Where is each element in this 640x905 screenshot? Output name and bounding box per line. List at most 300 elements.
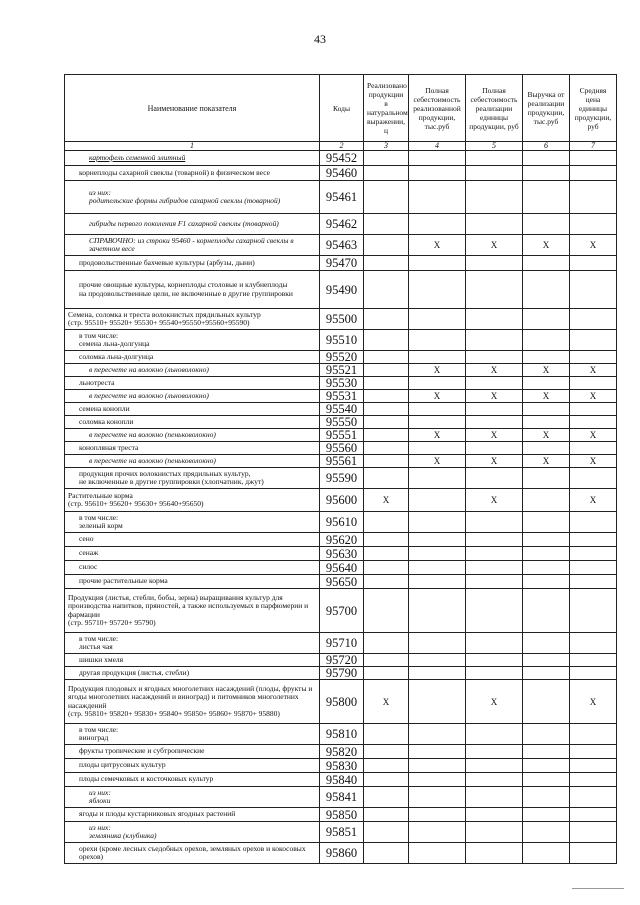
row-cell-c7: X bbox=[570, 489, 617, 512]
row-code: 95550 bbox=[320, 416, 364, 429]
row-cell-c3 bbox=[364, 235, 409, 256]
row-cell-c6 bbox=[523, 351, 570, 364]
row-code: 95790 bbox=[320, 667, 364, 680]
row-label: в том числе: зеленый корм bbox=[65, 512, 320, 533]
col-header-avg-price: Средняя цена единицы продукции, руб bbox=[570, 75, 617, 142]
table-row bbox=[65, 364, 617, 377]
row-cell-c7 bbox=[570, 214, 617, 235]
row-code: 95560 bbox=[320, 442, 364, 455]
row-label: в том числе: листья чая bbox=[65, 633, 320, 654]
row-label: в том числе: виноград bbox=[65, 724, 320, 745]
row-cell-c7 bbox=[570, 843, 617, 864]
row-cell-c6 bbox=[523, 330, 570, 351]
row-cell-c4: X bbox=[409, 235, 466, 256]
footer-rule bbox=[572, 888, 624, 889]
row-cell-c5: X bbox=[466, 364, 523, 377]
row-code: 95561 bbox=[320, 455, 364, 468]
row-label: в пересчете на волокно (пеньковолокно) bbox=[65, 455, 320, 468]
row-cell-c3 bbox=[364, 468, 409, 489]
row-cell-c7 bbox=[570, 759, 617, 773]
row-cell-c7 bbox=[570, 151, 617, 166]
col-number: 2 bbox=[320, 142, 364, 151]
table-row bbox=[65, 822, 617, 843]
row-cell-c5 bbox=[466, 256, 523, 271]
row-cell-c7 bbox=[570, 589, 617, 633]
row-cell-c6 bbox=[523, 468, 570, 489]
row-cell-c5 bbox=[466, 330, 523, 351]
row-cell-c6: X bbox=[523, 235, 570, 256]
row-label: Продукция плодовых и ягодных многолетних насаждений (плоды, фрукты и ягоды многолетних насаждений и виноград) и питомников многолетних насаждений (стр. 95810+ 95820+ 95830+ 95840+ 95850+ 95860+ 95870+ 95880) bbox=[65, 680, 320, 724]
row-cell-c5: X bbox=[466, 455, 523, 468]
row-cell-c5 bbox=[466, 442, 523, 455]
table-row bbox=[65, 429, 617, 442]
row-label: корнеплоды сахарной свеклы (товарной) в физическом весе bbox=[65, 166, 320, 181]
row-cell-c6 bbox=[523, 773, 570, 787]
row-cell-c7 bbox=[570, 808, 617, 822]
row-code: 95460 bbox=[320, 166, 364, 181]
row-code: 95840 bbox=[320, 773, 364, 787]
col-number: 1 bbox=[65, 142, 320, 151]
row-cell-c7: X bbox=[570, 455, 617, 468]
row-cell-c6 bbox=[523, 377, 570, 390]
row-cell-c5 bbox=[466, 309, 523, 330]
row-code: 95810 bbox=[320, 724, 364, 745]
row-cell-c5 bbox=[466, 416, 523, 429]
row-cell-c6 bbox=[523, 787, 570, 808]
row-cell-c5 bbox=[466, 822, 523, 843]
col-header-name: Наименование показателя bbox=[65, 75, 320, 142]
row-cell-c5 bbox=[466, 667, 523, 680]
row-cell-c4: X bbox=[409, 455, 466, 468]
row-cell-c5: X bbox=[466, 680, 523, 724]
table-row bbox=[65, 442, 617, 455]
row-cell-c4 bbox=[409, 256, 466, 271]
row-cell-c3 bbox=[364, 364, 409, 377]
row-cell-c5 bbox=[466, 808, 523, 822]
row-cell-c6 bbox=[523, 759, 570, 773]
row-cell-c3 bbox=[364, 822, 409, 843]
row-code: 95463 bbox=[320, 235, 364, 256]
table-row bbox=[65, 309, 617, 330]
row-code: 95510 bbox=[320, 330, 364, 351]
row-label: семена конопли bbox=[65, 403, 320, 416]
row-cell-c7 bbox=[570, 773, 617, 787]
row-cell-c5: X bbox=[466, 429, 523, 442]
row-cell-c6 bbox=[523, 724, 570, 745]
row-cell-c3 bbox=[364, 724, 409, 745]
row-cell-c6 bbox=[523, 633, 570, 654]
row-label: соломка конопли bbox=[65, 416, 320, 429]
table-row bbox=[65, 416, 617, 429]
row-code: 95452 bbox=[320, 151, 364, 166]
row-cell-c4 bbox=[409, 181, 466, 214]
row-cell-c7 bbox=[570, 724, 617, 745]
row-cell-c5 bbox=[466, 151, 523, 166]
row-cell-c3 bbox=[364, 403, 409, 416]
row-code: 95851 bbox=[320, 822, 364, 843]
row-cell-c7 bbox=[570, 166, 617, 181]
table-row bbox=[65, 512, 617, 533]
row-cell-c3 bbox=[364, 256, 409, 271]
row-cell-c4 bbox=[409, 547, 466, 561]
row-cell-c3 bbox=[364, 455, 409, 468]
table-row bbox=[65, 787, 617, 808]
row-cell-c6 bbox=[523, 214, 570, 235]
row-cell-c6 bbox=[523, 680, 570, 724]
row-cell-c7 bbox=[570, 654, 617, 667]
row-cell-c4 bbox=[409, 787, 466, 808]
row-cell-c4 bbox=[409, 843, 466, 864]
row-cell-c4 bbox=[409, 680, 466, 724]
table-row bbox=[65, 330, 617, 351]
row-cell-c7 bbox=[570, 745, 617, 759]
row-cell-c7 bbox=[570, 416, 617, 429]
row-cell-c7 bbox=[570, 547, 617, 561]
row-label: другая продукция (листья, стебли) bbox=[65, 667, 320, 680]
row-cell-c7 bbox=[570, 256, 617, 271]
row-cell-c5 bbox=[466, 843, 523, 864]
row-code: 95800 bbox=[320, 680, 364, 724]
row-cell-c7 bbox=[570, 442, 617, 455]
row-cell-c6 bbox=[523, 822, 570, 843]
row-cell-c4 bbox=[409, 512, 466, 533]
col-header-code: Коды bbox=[320, 75, 364, 142]
row-cell-c5 bbox=[466, 271, 523, 309]
row-cell-c3 bbox=[364, 214, 409, 235]
row-cell-c4 bbox=[409, 271, 466, 309]
col-header-revenue: Выручка от реализации продукции, тыс.руб bbox=[523, 75, 570, 142]
table-row bbox=[65, 561, 617, 575]
table-row bbox=[65, 181, 617, 214]
row-cell-c6 bbox=[523, 489, 570, 512]
table-row bbox=[65, 390, 617, 403]
row-label: в пересчете на волокно (пеньковолокно) bbox=[65, 429, 320, 442]
row-label: продовольственные бахчевые культуры (арбузы, дыни) bbox=[65, 256, 320, 271]
row-cell-c6 bbox=[523, 442, 570, 455]
header-row bbox=[65, 75, 617, 142]
row-label: из них: земляника (клубника) bbox=[65, 822, 320, 843]
row-cell-c3 bbox=[364, 151, 409, 166]
row-cell-c3 bbox=[364, 390, 409, 403]
row-cell-c5 bbox=[466, 773, 523, 787]
row-label: из них: родительские формы гибридов сахарной свеклы (товарной) bbox=[65, 181, 320, 214]
row-code: 95820 bbox=[320, 745, 364, 759]
row-cell-c3 bbox=[364, 547, 409, 561]
table-row bbox=[65, 667, 617, 680]
row-label: плоды цитрусовых культур bbox=[65, 759, 320, 773]
row-cell-c7 bbox=[570, 667, 617, 680]
col-number: 7 bbox=[570, 142, 617, 151]
row-cell-c3 bbox=[364, 561, 409, 575]
row-cell-c7 bbox=[570, 468, 617, 489]
row-code: 95720 bbox=[320, 654, 364, 667]
row-label: из них: яблоки bbox=[65, 787, 320, 808]
row-label: прочие растительные корма bbox=[65, 575, 320, 589]
row-cell-c6 bbox=[523, 512, 570, 533]
row-cell-c4 bbox=[409, 589, 466, 633]
row-cell-c6 bbox=[523, 533, 570, 547]
row-label: в пересчете на волокно (льноволокно) bbox=[65, 390, 320, 403]
row-code: 95860 bbox=[320, 843, 364, 864]
row-code: 95490 bbox=[320, 271, 364, 309]
row-cell-c7 bbox=[570, 377, 617, 390]
row-code: 95710 bbox=[320, 633, 364, 654]
row-code: 95461 bbox=[320, 181, 364, 214]
row-cell-c6 bbox=[523, 256, 570, 271]
table-row bbox=[65, 455, 617, 468]
row-code: 95830 bbox=[320, 759, 364, 773]
row-cell-c4 bbox=[409, 667, 466, 680]
row-cell-c4 bbox=[409, 166, 466, 181]
row-cell-c6: X bbox=[523, 429, 570, 442]
table-row bbox=[65, 773, 617, 787]
row-cell-c4 bbox=[409, 822, 466, 843]
row-cell-c3 bbox=[364, 787, 409, 808]
row-cell-c3 bbox=[364, 654, 409, 667]
row-cell-c6 bbox=[523, 403, 570, 416]
row-cell-c6 bbox=[523, 151, 570, 166]
row-cell-c6 bbox=[523, 843, 570, 864]
row-cell-c5 bbox=[466, 403, 523, 416]
table-row bbox=[65, 745, 617, 759]
row-cell-c7: X bbox=[570, 235, 617, 256]
row-cell-c4 bbox=[409, 633, 466, 654]
row-cell-c3 bbox=[364, 377, 409, 390]
table-row bbox=[65, 843, 617, 864]
row-label: Семена, соломка и треста волокнистых прядильных культур (стр. 95510+ 95520+ 95530+ 95540+95550+95560+95590) bbox=[65, 309, 320, 330]
row-cell-c5 bbox=[466, 759, 523, 773]
row-cell-c3 bbox=[364, 181, 409, 214]
col-header-unit-cost: Полная себестоимость реализации единицы продукции, руб bbox=[466, 75, 523, 142]
column-number-row bbox=[65, 142, 617, 151]
row-cell-c5 bbox=[466, 561, 523, 575]
row-cell-c6 bbox=[523, 745, 570, 759]
col-number: 3 bbox=[364, 142, 409, 151]
row-cell-c6 bbox=[523, 166, 570, 181]
row-cell-c3 bbox=[364, 271, 409, 309]
row-cell-c3 bbox=[364, 667, 409, 680]
row-label: фрукты тропические и субтропические bbox=[65, 745, 320, 759]
row-cell-c5: X bbox=[466, 489, 523, 512]
col-header-full-cost: Полная себестоимость реализованной продукции, тыс.руб bbox=[409, 75, 466, 142]
row-cell-c3 bbox=[364, 808, 409, 822]
table-row bbox=[65, 575, 617, 589]
row-cell-c7 bbox=[570, 181, 617, 214]
row-cell-c6 bbox=[523, 667, 570, 680]
row-cell-c4 bbox=[409, 351, 466, 364]
row-code: 95630 bbox=[320, 547, 364, 561]
row-cell-c6 bbox=[523, 561, 570, 575]
row-code: 95841 bbox=[320, 787, 364, 808]
table-row bbox=[65, 271, 617, 309]
row-label: силос bbox=[65, 561, 320, 575]
row-cell-c6 bbox=[523, 416, 570, 429]
col-number: 6 bbox=[523, 142, 570, 151]
row-cell-c4 bbox=[409, 745, 466, 759]
row-label: плоды семечковых и косточковых культур bbox=[65, 773, 320, 787]
table-row bbox=[65, 377, 617, 390]
row-cell-c7 bbox=[570, 351, 617, 364]
row-cell-c4 bbox=[409, 442, 466, 455]
row-cell-c4 bbox=[409, 561, 466, 575]
row-cell-c5 bbox=[466, 787, 523, 808]
table-row bbox=[65, 256, 617, 271]
row-cell-c7 bbox=[570, 533, 617, 547]
row-cell-c3 bbox=[364, 589, 409, 633]
row-cell-c6 bbox=[523, 808, 570, 822]
row-cell-c3 bbox=[364, 330, 409, 351]
table-row bbox=[65, 759, 617, 773]
row-cell-c3 bbox=[364, 429, 409, 442]
col-number: 5 bbox=[466, 142, 523, 151]
col-header-qty: Реализовано продукции в натуральном выражении, ц bbox=[364, 75, 409, 142]
row-code: 95850 bbox=[320, 808, 364, 822]
row-cell-c4 bbox=[409, 759, 466, 773]
row-cell-c7: X bbox=[570, 429, 617, 442]
table-row bbox=[65, 724, 617, 745]
row-code: 95620 bbox=[320, 533, 364, 547]
row-code: 95520 bbox=[320, 351, 364, 364]
row-cell-c7 bbox=[570, 271, 617, 309]
row-label: в том числе: семена льна-долгунца bbox=[65, 330, 320, 351]
row-cell-c4: X bbox=[409, 364, 466, 377]
row-cell-c7 bbox=[570, 330, 617, 351]
table-row bbox=[65, 151, 617, 166]
row-label: сено bbox=[65, 533, 320, 547]
row-label: шишки хмеля bbox=[65, 654, 320, 667]
row-cell-c6 bbox=[523, 575, 570, 589]
row-cell-c3 bbox=[364, 166, 409, 181]
table-row bbox=[65, 808, 617, 822]
row-label: конопляная треста bbox=[65, 442, 320, 455]
row-label: соломка льна-долгунца bbox=[65, 351, 320, 364]
row-cell-c7 bbox=[570, 512, 617, 533]
row-label: льнотреста bbox=[65, 377, 320, 390]
table-row bbox=[65, 589, 617, 633]
row-cell-c3 bbox=[364, 512, 409, 533]
table-row bbox=[65, 351, 617, 364]
row-code: 95531 bbox=[320, 390, 364, 403]
row-cell-c6 bbox=[523, 654, 570, 667]
row-cell-c3: X bbox=[364, 489, 409, 512]
row-cell-c3 bbox=[364, 309, 409, 330]
row-cell-c5 bbox=[466, 181, 523, 214]
row-cell-c5: X bbox=[466, 390, 523, 403]
row-cell-c5 bbox=[466, 633, 523, 654]
row-label: сенаж bbox=[65, 547, 320, 561]
table-row bbox=[65, 468, 617, 489]
row-cell-c4 bbox=[409, 773, 466, 787]
table-row bbox=[65, 547, 617, 561]
table-row bbox=[65, 633, 617, 654]
table-row bbox=[65, 214, 617, 235]
row-cell-c7 bbox=[570, 575, 617, 589]
row-label: орехи (кроме лесных съедобных орехов, земляных орехов и кокосовых орехов) bbox=[65, 843, 320, 864]
row-cell-c5 bbox=[466, 589, 523, 633]
row-label: картофель семенной элитный bbox=[65, 151, 320, 166]
row-cell-c3 bbox=[364, 773, 409, 787]
row-cell-c3 bbox=[364, 633, 409, 654]
row-cell-c4 bbox=[409, 808, 466, 822]
row-cell-c7 bbox=[570, 787, 617, 808]
row-cell-c5 bbox=[466, 468, 523, 489]
row-cell-c4 bbox=[409, 309, 466, 330]
row-cell-c7: X bbox=[570, 364, 617, 377]
table-row bbox=[65, 533, 617, 547]
row-cell-c7: X bbox=[570, 680, 617, 724]
row-code: 95610 bbox=[320, 512, 364, 533]
row-code: 95462 bbox=[320, 214, 364, 235]
table-row bbox=[65, 489, 617, 512]
row-cell-c6 bbox=[523, 309, 570, 330]
row-cell-c3 bbox=[364, 759, 409, 773]
row-code: 95551 bbox=[320, 429, 364, 442]
row-cell-c6 bbox=[523, 589, 570, 633]
row-cell-c5 bbox=[466, 377, 523, 390]
row-cell-c6 bbox=[523, 181, 570, 214]
row-cell-c5: X bbox=[466, 235, 523, 256]
row-cell-c4 bbox=[409, 214, 466, 235]
row-cell-c4 bbox=[409, 416, 466, 429]
row-cell-c4 bbox=[409, 724, 466, 745]
row-label: ягоды и плоды кустарниковых ягодных растений bbox=[65, 808, 320, 822]
row-cell-c3 bbox=[364, 416, 409, 429]
page-number: 43 bbox=[314, 32, 326, 46]
row-cell-c7 bbox=[570, 309, 617, 330]
statistics-table bbox=[64, 74, 617, 864]
row-cell-c4 bbox=[409, 377, 466, 390]
row-code: 95600 bbox=[320, 489, 364, 512]
row-cell-c5 bbox=[466, 547, 523, 561]
row-cell-c7: X bbox=[570, 390, 617, 403]
row-label: Продукция (листья, стебли, бобы, зерна) выращивания культур для производства напитков, пряностей, а также используемых в парфюмерии и фармации (стр. 95710+ 95720+ 95790) bbox=[65, 589, 320, 633]
row-label: прочие овощные культуры, корнеплоды столовые и клубнеплоды на продовольственные цели, не включенные в другие группировки bbox=[65, 271, 320, 309]
row-cell-c4 bbox=[409, 403, 466, 416]
row-cell-c5 bbox=[466, 745, 523, 759]
row-code: 95540 bbox=[320, 403, 364, 416]
row-code: 95650 bbox=[320, 575, 364, 589]
row-code: 95530 bbox=[320, 377, 364, 390]
row-code: 95500 bbox=[320, 309, 364, 330]
row-code: 95470 bbox=[320, 256, 364, 271]
row-cell-c6 bbox=[523, 271, 570, 309]
row-label: СПРАВОЧНО: из строки 95460 - корнеплоды сахарной свеклы в зачетном весе bbox=[65, 235, 320, 256]
row-cell-c5 bbox=[466, 512, 523, 533]
row-cell-c4 bbox=[409, 330, 466, 351]
row-cell-c3 bbox=[364, 442, 409, 455]
row-cell-c5 bbox=[466, 575, 523, 589]
row-code: 95640 bbox=[320, 561, 364, 575]
row-cell-c6 bbox=[523, 547, 570, 561]
row-code: 95700 bbox=[320, 589, 364, 633]
row-cell-c6: X bbox=[523, 390, 570, 403]
row-cell-c3 bbox=[364, 843, 409, 864]
row-cell-c6: X bbox=[523, 455, 570, 468]
row-cell-c3 bbox=[364, 351, 409, 364]
table-row bbox=[65, 654, 617, 667]
table-row bbox=[65, 235, 617, 256]
row-cell-c4: X bbox=[409, 390, 466, 403]
row-code: 95521 bbox=[320, 364, 364, 377]
row-cell-c4 bbox=[409, 151, 466, 166]
row-cell-c7 bbox=[570, 561, 617, 575]
row-cell-c3 bbox=[364, 745, 409, 759]
row-cell-c6: X bbox=[523, 364, 570, 377]
row-cell-c5 bbox=[466, 533, 523, 547]
table-row bbox=[65, 403, 617, 416]
row-cell-c5 bbox=[466, 724, 523, 745]
row-cell-c4 bbox=[409, 489, 466, 512]
